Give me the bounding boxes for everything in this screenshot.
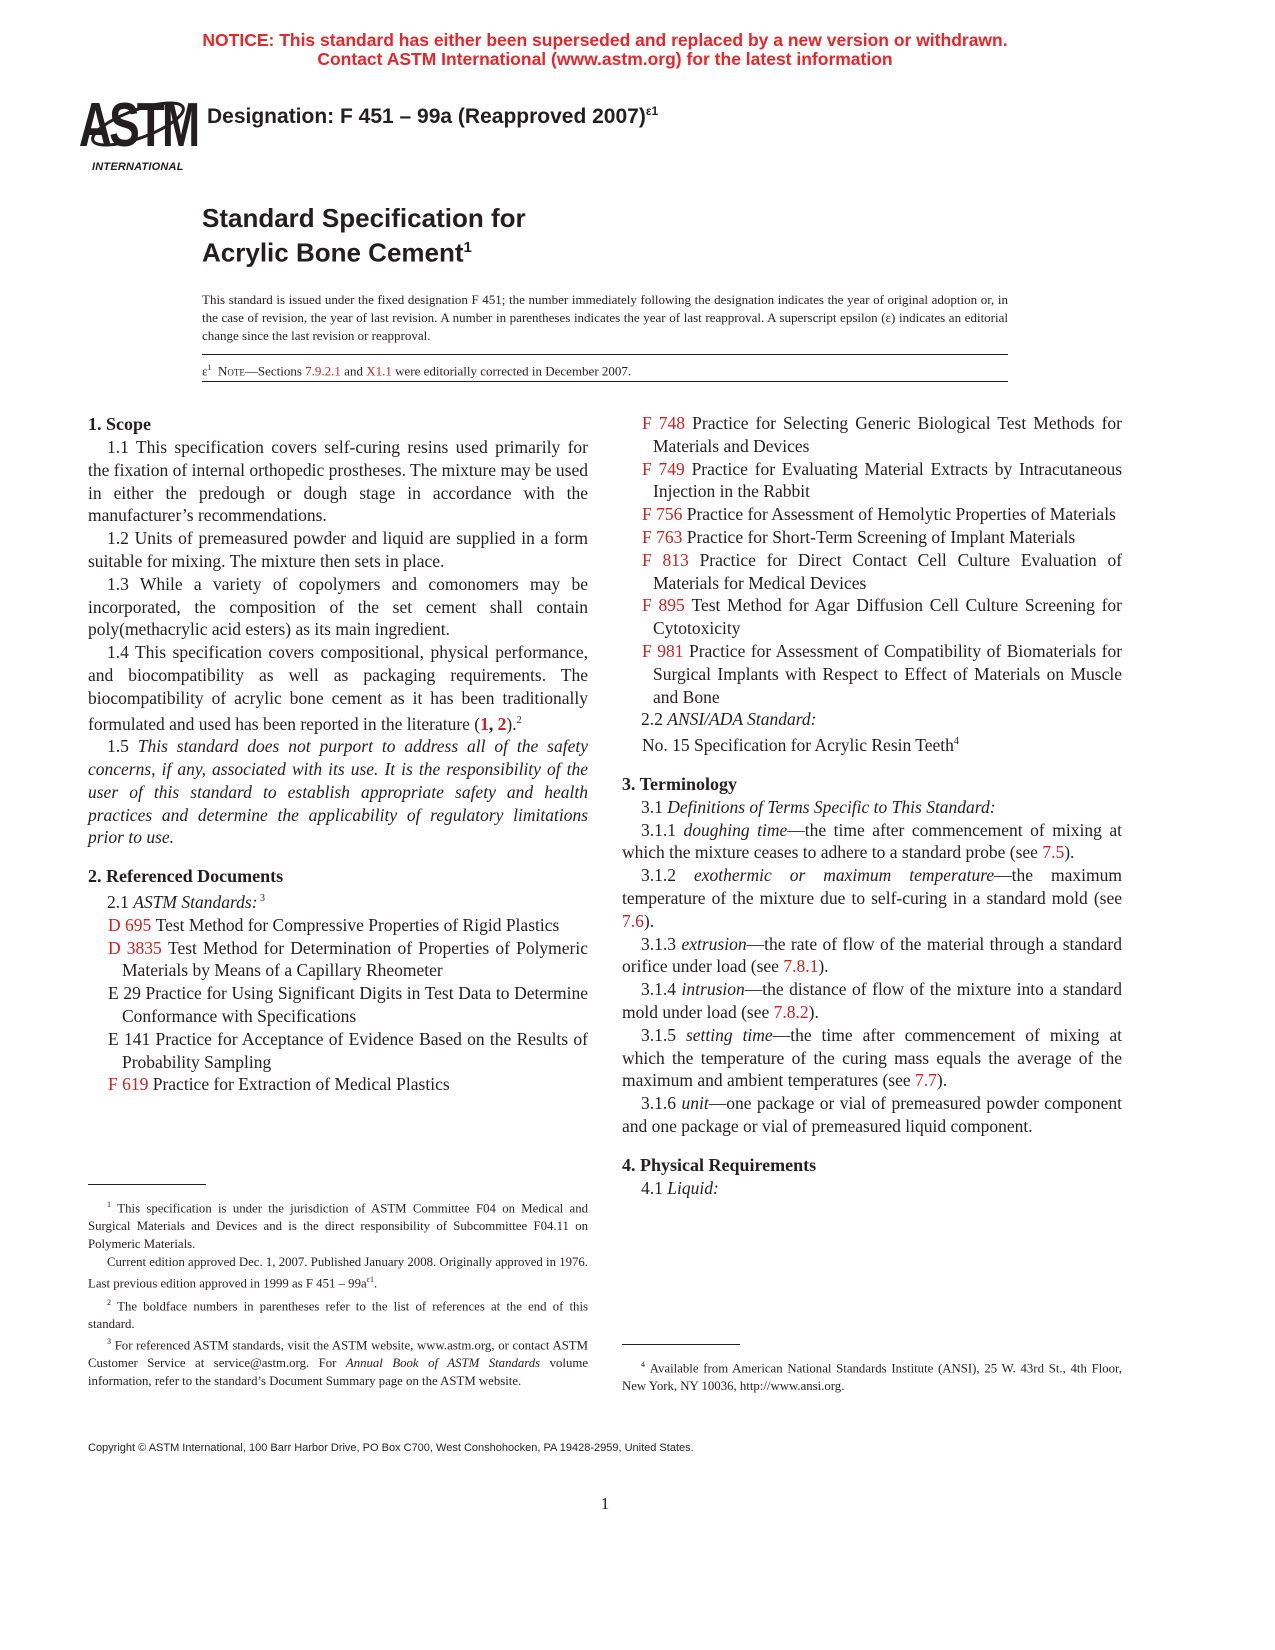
footnote-1-edition: Current edition approved Dec. 1, 2007. Published January 2008. Originally approved in 1976. Last previous edition approved in 1999 as F $451 - 99a^{\varepsilon 1}$. [88,1254,588,1291]
svg-text:ASTM: ASTM [78,90,198,160]
ref-f619: F 619 Practice for Extraction of Medical Plastics [108,1074,450,1095]
notice-line-1: NOTICE: This standard has either been superseded and replaced by a new version or withdrawn. [202,30,1008,50]
term-doughing-time: 3.1.1 doughing time—the time after commencement of mixing at which the mixture ceases to adhere to a standard probe (see 7.5). [622,819,1122,863]
footnote-3: $^3$ For referenced ASTM standards, visit the ASTM website, www.astm.org, or contact ASTM Customer Service at service@astm.org. For Annual Book of ASTM Standards volume information, refer to the standard’s Document Summary page on the ASTM website. [88,1337,589,1389]
astm-logo-icon [78,84,198,164]
editorial-note: $\varepsilon^1$ Note—Sections 7.9.2.1 and X1.1 were editorially corrected in December 2007. [202,354,1008,382]
section-link[interactable]: 7.8.2 [773,1001,809,1022]
ref-f813: F 813 Practice for Direct Contact Cell Culture Evaluation of Materials for Medical Devices [642,549,1123,593]
ref-f756: F 756 Practice for Assessment of Hemolytic Properties of Materials [642,504,1116,525]
footnote-divider-left [88,1184,206,1185]
section-heading-scope: 1. Scope [88,414,151,434]
ref-code-link[interactable]: F 619 [108,1074,149,1095]
ref-code-link[interactable]: D 3835 [108,937,162,958]
para-4-1: 4.1 Liquid: [641,1177,719,1198]
para-1-4: 1.4 This specification covers compositional, physical performance, and biocompatibility as well as packaging requirements. The biocompatibility of acrylic bone cement as it has been traditionally formulated and used has been reported in the literature (1, 2).$^2$ [88,642,588,734]
astm-logo [78,84,198,180]
page-number: 1 [600,1494,610,1513]
term-setting-time: 3.1.5 setting time—the time after commencement of mixing at which the temperature of the curing mass equals the average of the maximum and ambient temperatures (see 7.7). [622,1024,1122,1091]
ref-f763: F 763 Practice for Short-Term Screening of Implant Materials [642,526,1076,547]
term-exothermic-temperature: 3.1.2 exothermic or maximum temperature—the maximum temperature of the mixture due to self-curing in a standard mold (see 7.6). [622,865,1122,931]
para-2-1: 2.1 ASTM Standards: $^3$ [107,892,266,912]
term-unit: 3.1.6 unit—one package or vial of premeasured powder component and one package or vial of premeasured liquid component. [622,1093,1123,1136]
para-1-3: 1.3 While a variety of copolymers and comonomers may be incorporated, the composition of the set cement shall contain poly(methacrylic acid esters) as its main ingredient. [88,573,588,640]
ref-link-2[interactable]: 2 [497,713,507,734]
section-heading-physical-requirements: 4. Physical Requirements [622,1154,817,1175]
ref-link-1[interactable]: 1 [480,713,489,734]
section-link[interactable]: 7.6 [622,910,644,931]
link-x1-1[interactable]: X1.1 [366,363,392,379]
footnotes-left [88,1196,588,1391]
document-title: Standard Specification for Acrylic Bone Cement$^1$ [202,203,526,268]
section-link[interactable]: 7.7 [915,1070,937,1091]
footnote-1: $^1$ This specification is under the jurisdiction of ASTM Committee F04 on Medical and Surgical Materials and Devices and is the direct responsibility of Subcommittee F04.11 on Polymeric Materials. [88,1200,588,1251]
para-1-2: 1.2 Units of premeasured powder and liquid are supplied in a form suitable for mixing. The mixture then sets in place. [88,528,588,571]
para-2-2: 2.2 ANSI/ADA Standard: [641,709,817,730]
footnote-divider-right [622,1344,740,1345]
ref-e141: E 141 Practice for Acceptance of Evidence Based on the Results of Probability Sampling [108,1028,588,1072]
ref-ansi-ada-15: No. 15 Specification for Acrylic Resin Teeth$^4$ [642,734,959,755]
ref-e29: E 29 Practice for Using Significant Digits in Test Data to Determine Conformance with Specifications [108,983,588,1026]
ref-code-link[interactable]: F 763 [642,526,683,547]
preamble: This standard is issued under the fixed designation F 451; the number immediately following the designation indicates the year of original adoption or, in the case of revision, the year of last revision. A number in parentheses indicates the year of last reapproval. A superscript epsilon (ε) indicates an editorial change since the last revision or reapproval. [202,292,1008,343]
right-column [622,412,1122,1200]
copyright: Copyright © ASTM International, 100 Barr Harbor Drive, PO Box C700, West Conshohocken, PA 19428-2959, United States. [88,1442,694,1454]
withdrawn-notice [0,31,1210,69]
ref-code-link[interactable]: F 981 [642,640,684,661]
link-7-9-2-1[interactable]: 7.9.2.1 [305,363,341,379]
notice-line-2: Contact ASTM International (www.astm.org) for the latest information [317,49,893,69]
para-1-5: 1.5 This standard does not purport to address all of the safety concerns, if any, associated with its use. It is the responsibility of the user of this standard to establish appropriate safety and health practices and determine the applicability of regulatory limitations prior to use. [88,736,588,848]
footnote-2: $^2$ The boldface numbers in parentheses refer to the list of references at the end of this standard. [88,1297,588,1331]
term-extrusion: 3.1.3 extrusion—the rate of flow of the material through a standard orifice under load (see 7.8.1). [622,933,1122,977]
ref-f749: F 749 Practice for Evaluating Material Extracts by Intracutaneous Injection in the Rabbit [642,458,1123,502]
footnotes-right [622,1356,1122,1396]
ref-d695: D 695 Test Method for Compressive Properties of Rigid Plastics [108,914,560,935]
para-1-1: 1.1 This specification covers self-curing resins used primarily for the fixation of internal orthopedic prostheses. The mixture may be used in either the predough or dough stage in accordance with the manufacturer’s recommendations. [88,437,588,526]
designation: Designation: F 451 – 99a (Reapproved 2007)$^{\varepsilon 1}$ [207,104,659,128]
section-heading-terminology: 3. Terminology [622,773,738,794]
ref-code-link[interactable]: F 748 [642,413,686,433]
ref-d3835: D 3835 Test Method for Determination of Properties of Polymeric Materials by Means of a Capillary Rheometer [108,937,589,981]
ref-f981: F 981 Practice for Assessment of Compatibility of Biomaterials for Surgical Implants with Respect to Effect of Materials on Muscle and Bone [642,640,1123,707]
section-link[interactable]: 7.8.1 [783,956,819,977]
logo-subtitle: INTERNATIONAL [92,161,184,173]
para-3-1: 3.1 Definitions of Terms Specific to This Standard: [641,796,996,817]
ref-code-link[interactable]: F 813 [642,549,689,570]
section-heading-referenced-documents: 2. Referenced Documents [88,866,284,887]
footnote-4: $^4$ Available from American National Standards Institute (ANSI), 25 W. 43rd St., 4th Floor, New York, NY 10036, http://www.ansi.org. [622,1360,1123,1394]
ref-code-link[interactable]: F 895 [642,595,685,616]
ref-f895: F 895 Test Method for Agar Diffusion Cell Culture Screening for Cytotoxicity [642,595,1123,639]
section-link[interactable]: 7.5 [1042,842,1065,863]
term-intrusion: 3.1.4 intrusion—the distance of flow of the mixture into a standard mold under load (see 7.8.2). [622,979,1122,1022]
ref-code-link[interactable]: D 695 [108,914,152,935]
left-column [88,412,588,1096]
ref-code-link[interactable]: F 749 [642,458,685,479]
ref-f748: F 748 Practice for Selecting Generic Biological Test Methods for Materials and Devices [642,413,1123,456]
ref-code-link[interactable]: F 756 [642,504,683,525]
